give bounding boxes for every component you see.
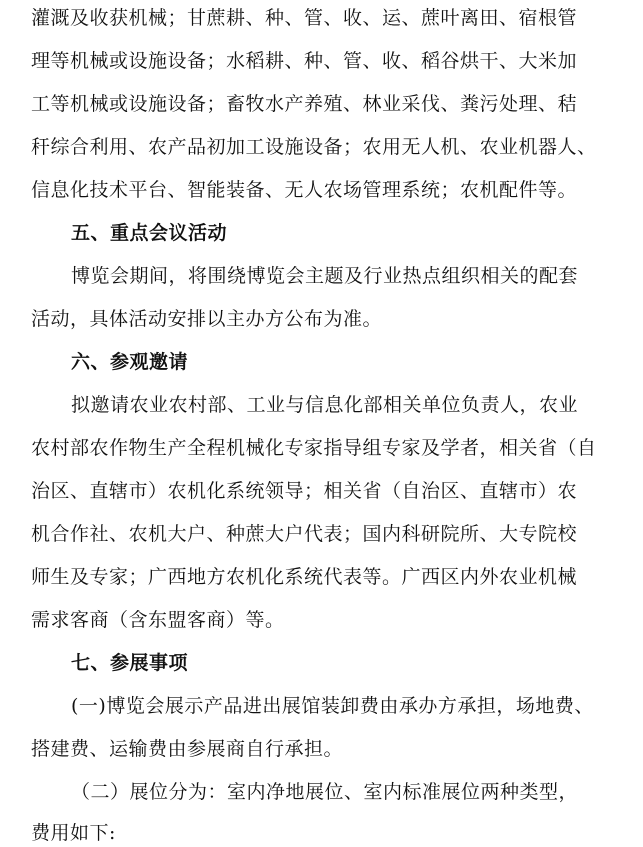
paragraph-line: 理等机械或设施设备；水稻耕、种、管、收、稻谷烘干、大米加 — [31, 50, 578, 72]
section-heading: 六、参观邀请 — [71, 351, 189, 373]
paragraph-line: 治区、直辖市）农机化系统领导；相关省（自治区、直辖市）农 — [31, 480, 578, 502]
paragraph-line: （二）展位分为：室内净地展位、室内标准展位两种类型， — [71, 781, 579, 803]
paragraph-line: 博览会期间，将围绕博览会主题及行业热点组织相关的配套 — [71, 265, 579, 287]
paragraph-line: 灌溉及收获机械；甘蔗耕、种、管、收、运、蔗叶离田、宿根管 — [31, 7, 578, 29]
paragraph-line: 农村部农作物生产全程机械化专家指导组专家及学者，相关省（自 — [31, 437, 597, 459]
paragraph-line: (一)博览会展示产品进出展馆装卸费由承办方承担，场地费、 — [71, 695, 594, 717]
section-heading: 七、参展事项 — [71, 652, 189, 674]
paragraph-line: 需求客商（含东盟客商）等。 — [31, 609, 285, 631]
paragraph-line: 机合作社、农机大户、种蔗大户代表；国内科研院所、大专院校 — [31, 523, 578, 545]
paragraph-line: 费用如下: — [31, 822, 116, 844]
paragraph-line: 信息化技术平台、智能装备、无人农场管理系统；农机配件等。 — [31, 179, 578, 201]
paragraph-line: 活动，具体活动安排以主办方公布为准。 — [31, 308, 383, 330]
paragraph-line: 师生及专家；广西地方农机化系统代表等。广西区内外农业机械 — [31, 566, 578, 588]
paragraph-line: 拟邀请农业农村部、工业与信息化部相关单位负责人，农业 — [71, 394, 579, 416]
paragraph-line: 搭建费、运输费由参展商自行承担。 — [31, 738, 344, 760]
paragraph-line: 秆综合利用、农产品初加工设施设备；农用无人机、农业机器人、 — [31, 136, 597, 158]
paragraph-line: 工等机械或设施设备；畜牧水产养殖、林业采伐、粪污处理、秸 — [31, 93, 578, 115]
section-heading: 五、重点会议活动 — [71, 222, 228, 244]
